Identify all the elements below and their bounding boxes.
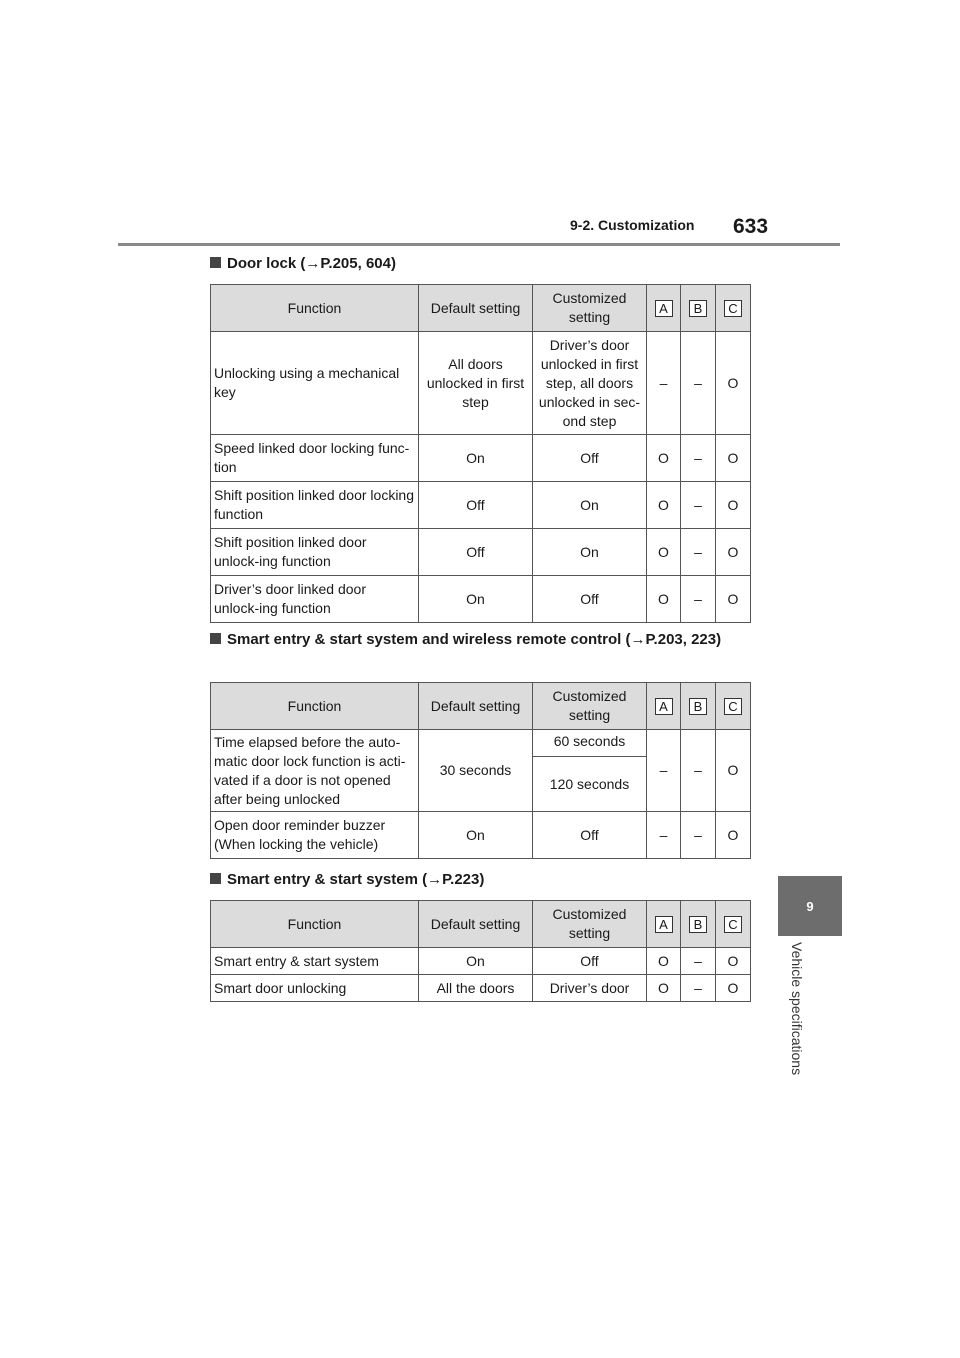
arrow-icon: → — [630, 631, 646, 648]
table-row: Shift position linked door locking function Off On O – O — [211, 482, 751, 529]
header-b: B — [681, 683, 716, 730]
table-header-row — [211, 683, 751, 730]
header-b: B — [681, 901, 716, 948]
square-bullet-icon — [210, 873, 221, 884]
header-customized: Customized setting — [533, 285, 647, 332]
square-bullet-icon — [210, 633, 221, 644]
arrow-icon: → — [427, 871, 443, 888]
table-header-row — [211, 285, 751, 332]
smart-entry-remote-table — [210, 682, 751, 859]
chapter-label: Vehicle specifications — [789, 942, 805, 1076]
section-title-smart-entry: Smart entry & start system (→P.223) — [210, 869, 484, 891]
header-default: Default setting — [419, 901, 533, 948]
header-default: Default setting — [419, 285, 533, 332]
chapter-number: 9 — [806, 898, 814, 914]
header-function: Function — [211, 901, 419, 948]
header-customized: Customized setting — [533, 683, 647, 730]
header-c: C — [716, 901, 751, 948]
header-a: A — [647, 901, 681, 948]
chapter-tab — [778, 876, 842, 936]
section-heading: 9-2. Customization — [570, 217, 695, 233]
header-function: Function — [211, 285, 419, 332]
table-row: Smart entry & start system On Off O – O — [211, 948, 751, 975]
table-row: Open door reminder buzzer (When locking the vehicle) On Off – – O — [211, 812, 751, 859]
header-a: A — [647, 285, 681, 332]
table-row: Unlocking using a mechanical key All doors unlocked in first step Driver’s door unlocked in first step, all doors unlocked in sec-ond step – – O — [211, 332, 751, 435]
header-customized: Customized setting — [533, 901, 647, 948]
header-default: Default setting — [419, 683, 533, 730]
arrow-icon: → — [305, 255, 321, 272]
table-row: 120 seconds — [211, 757, 751, 812]
table-row: Speed linked door locking func-tion On Off O – O — [211, 435, 751, 482]
square-bullet-icon — [210, 257, 221, 268]
section-title-smart-entry-remote: Smart entry & start system and wireless remote control (→P.203, 223) — [210, 629, 750, 651]
header-c: C — [716, 683, 751, 730]
table-row: Shift position linked door unlock-ing function Off On O – O — [211, 529, 751, 576]
header-rule — [118, 243, 840, 246]
table-row: Smart door unlocking All the doors Driver’s door O – O — [211, 975, 751, 1002]
table-header-row — [211, 901, 751, 948]
header-function: Function — [211, 683, 419, 730]
header-b: B — [681, 285, 716, 332]
smart-entry-table — [210, 900, 751, 1002]
table-row: Time elapsed before the auto-matic door lock function is acti-vated if a door is not opened after being unlocked 30 seconds 60 seconds – – O — [211, 730, 751, 757]
page-number: 633 — [733, 215, 769, 238]
door-lock-table — [210, 284, 751, 623]
header-c: C — [716, 285, 751, 332]
header-a: A — [647, 683, 681, 730]
table-row: Driver’s door linked door unlock-ing function On Off O – O — [211, 576, 751, 623]
section-title-door-lock: Door lock (→P.205, 604) — [210, 253, 396, 275]
